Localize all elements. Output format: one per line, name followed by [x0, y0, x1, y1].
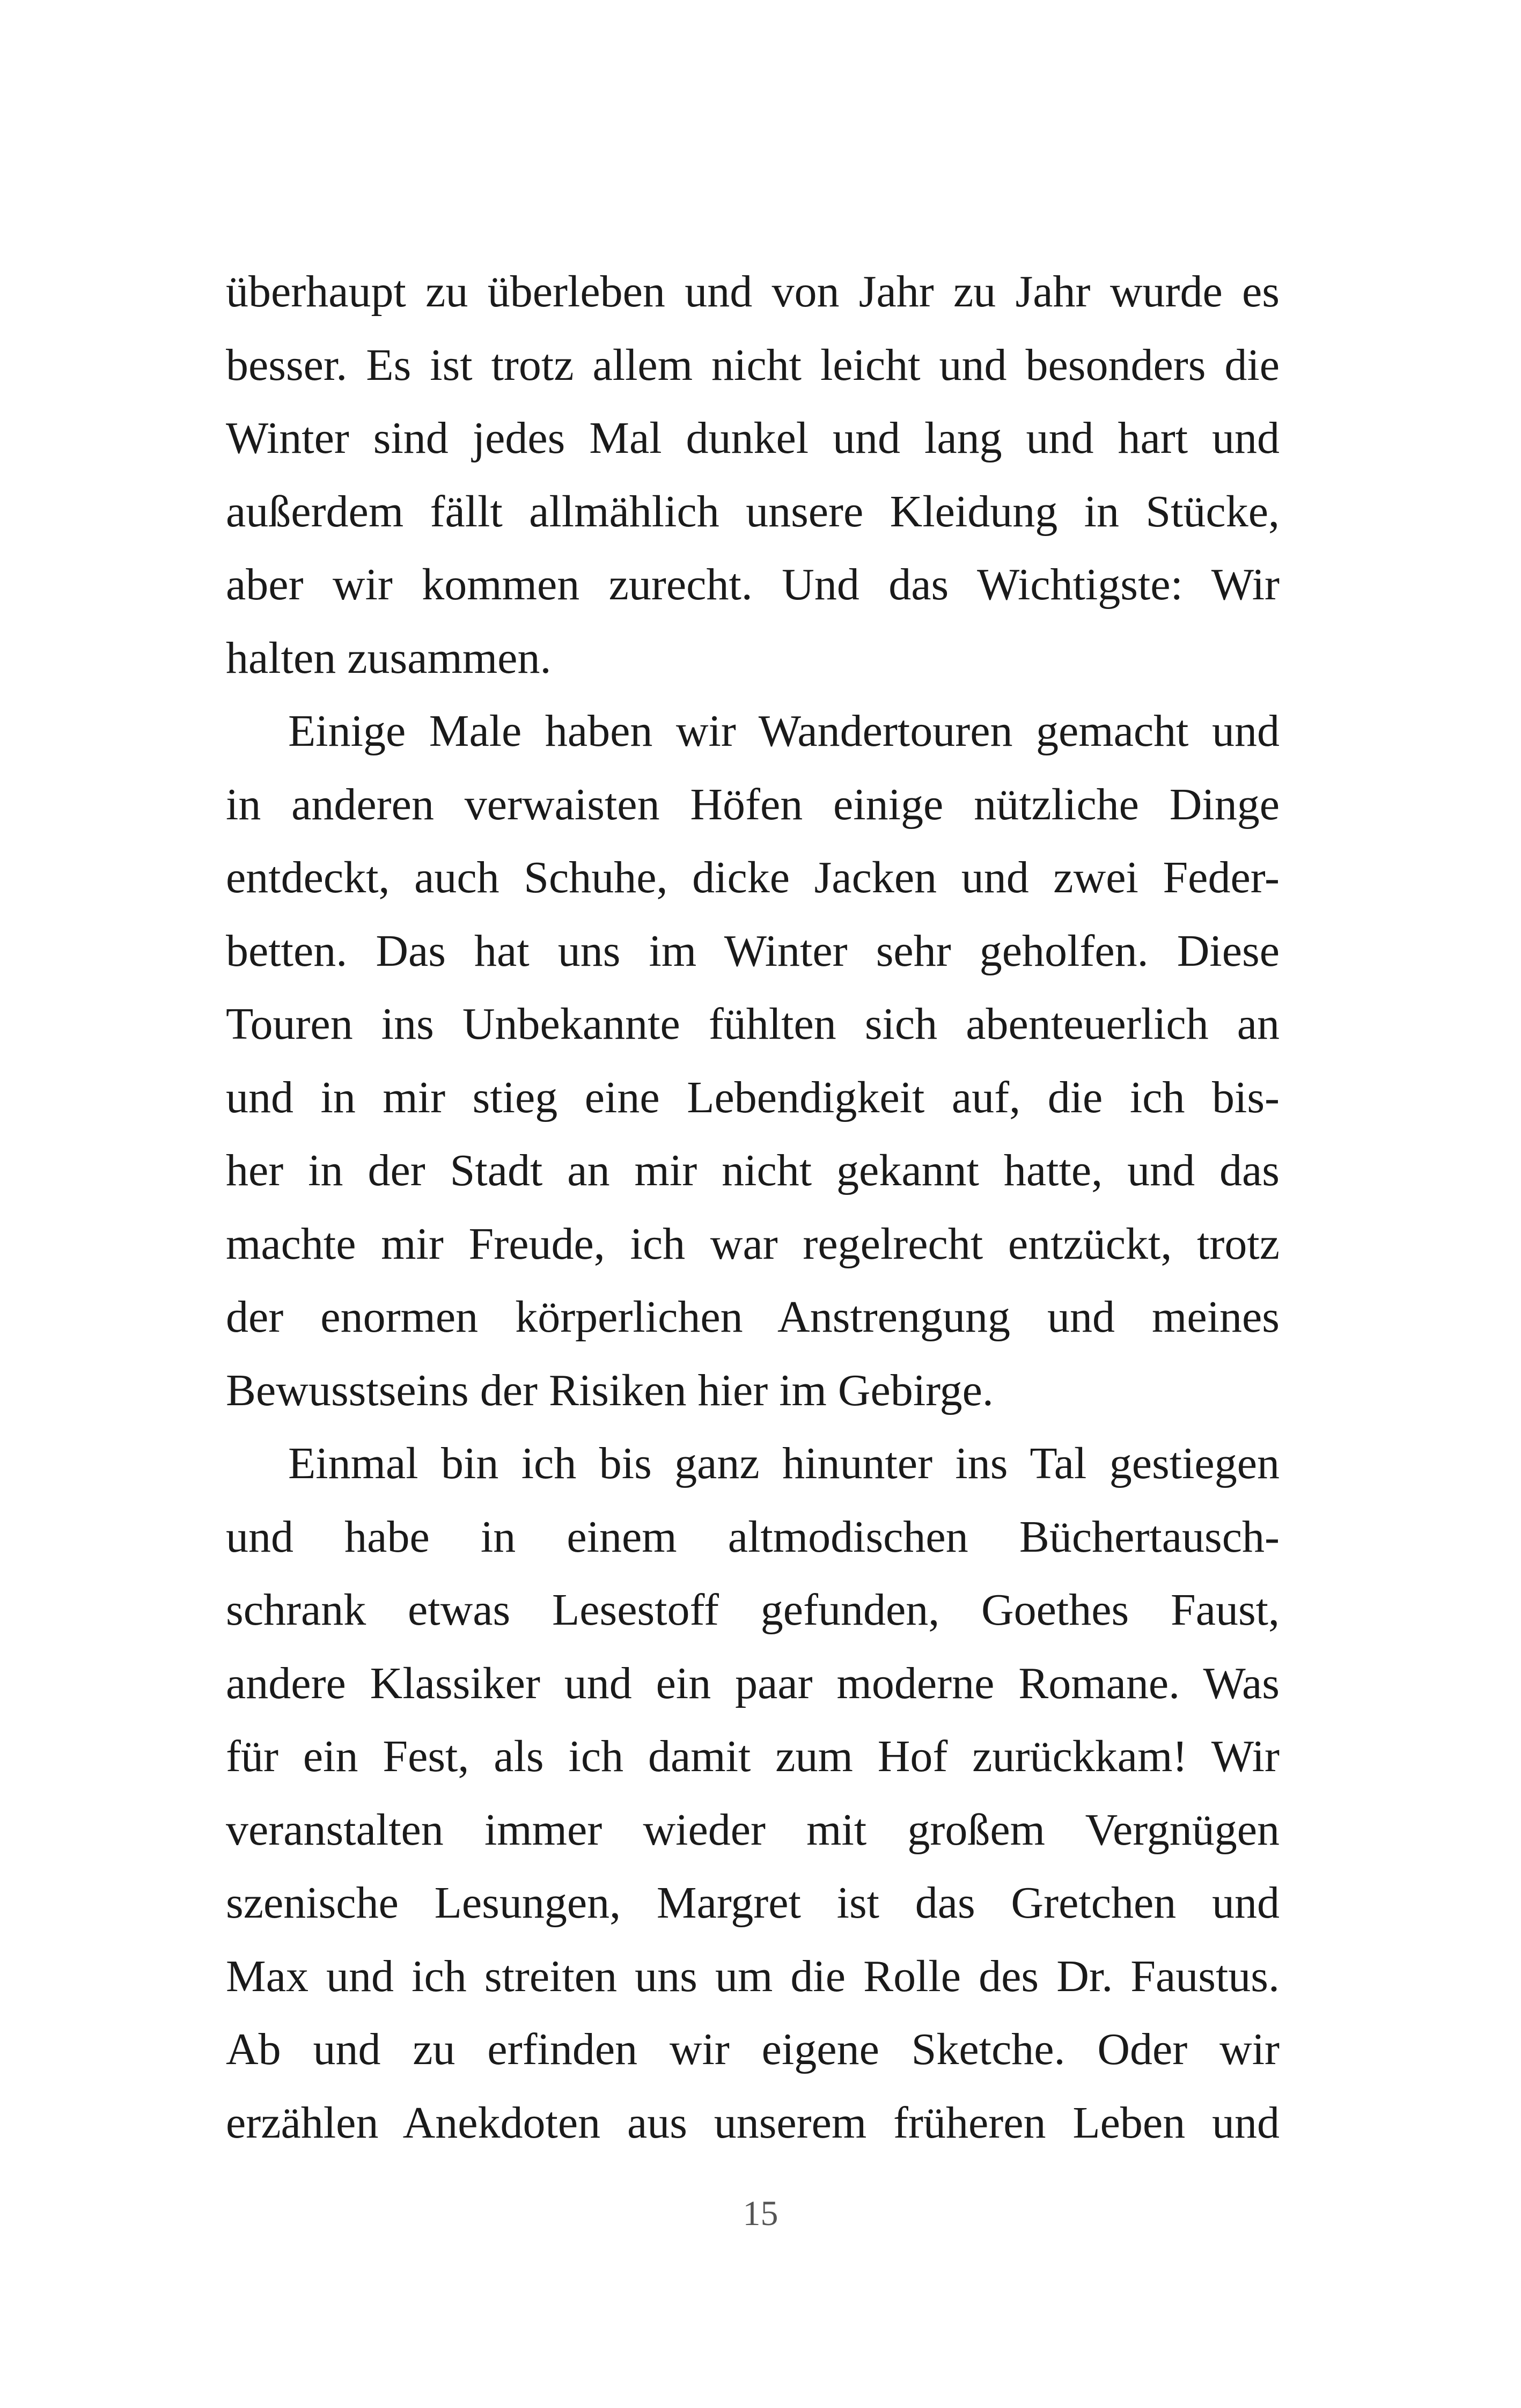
text-line: halten zusammen.: [226, 633, 552, 683]
text-line: andere Klassiker und ein paar moderne Romane. Was: [226, 1658, 1280, 1708]
page-number: 15: [743, 2194, 778, 2233]
text-line: überhaupt zu überleben und von Jahr zu Jahr wurde es: [226, 267, 1280, 317]
text-line: Einige Male haben wir Wandertouren gemacht und: [288, 706, 1280, 756]
body-text: [226, 255, 1280, 2160]
text-line: her in der Stadt an mir nicht gekannt hatte, und das: [226, 1146, 1280, 1195]
text-line: veranstalten immer wieder mit großem Vergnügen: [226, 1804, 1280, 1855]
text-line: szenische Lesungen, Margret ist das Gretchen und: [226, 1878, 1280, 1928]
text-line: Max und ich streiten uns um die Rolle des Dr. Faustus.: [226, 1951, 1280, 2001]
text-line: Einmal bin ich bis ganz hinunter ins Tal gestiegen: [288, 1438, 1280, 1488]
text-line: schrank etwas Lesestoff gefunden, Goethes Faust,: [226, 1585, 1280, 1635]
text-line: Ab und zu erfinden wir eigene Sketche. Oder wir: [226, 2024, 1280, 2074]
text-line: der enormen körperlichen Anstrengung und meines: [226, 1292, 1280, 1342]
text-line: betten. Das hat uns im Winter sehr geholfen. Diese: [226, 926, 1280, 976]
text-line: Bewusstseins der Risiken hier im Gebirge.: [226, 1365, 994, 1415]
text-line: in anderen verwaisten Höfen einige nützliche Dinge: [226, 779, 1280, 829]
text-line: Winter sind jedes Mal dunkel und lang und hart und: [226, 413, 1280, 463]
text-line: und habe in einem altmodischen Büchertausch-: [226, 1511, 1280, 1562]
text-line: entdeckt, auch Schuhe, dicke Jacken und zwei Feder-: [226, 853, 1280, 902]
text-line: und in mir stieg eine Lebendigkeit auf, die ich bis-: [226, 1072, 1280, 1122]
text-line: erzählen Anekdoten aus unserem früheren Leben und: [226, 2097, 1280, 2148]
text-line: aber wir kommen zurecht. Und das Wichtigste: Wir: [226, 560, 1280, 610]
text-line: machte mir Freude, ich war regelrecht entzückt, trotz: [226, 1218, 1280, 1269]
text-line: besser. Es ist trotz allem nicht leicht und besonders die: [226, 340, 1280, 390]
text-line: für ein Fest, als ich damit zum Hof zurückkam! Wir: [226, 1731, 1280, 1781]
text-line: außerdem fällt allmählich unsere Kleidung in Stücke,: [226, 486, 1280, 537]
text-line: Touren ins Unbekannte fühlten sich abenteuerlich an: [226, 999, 1280, 1049]
